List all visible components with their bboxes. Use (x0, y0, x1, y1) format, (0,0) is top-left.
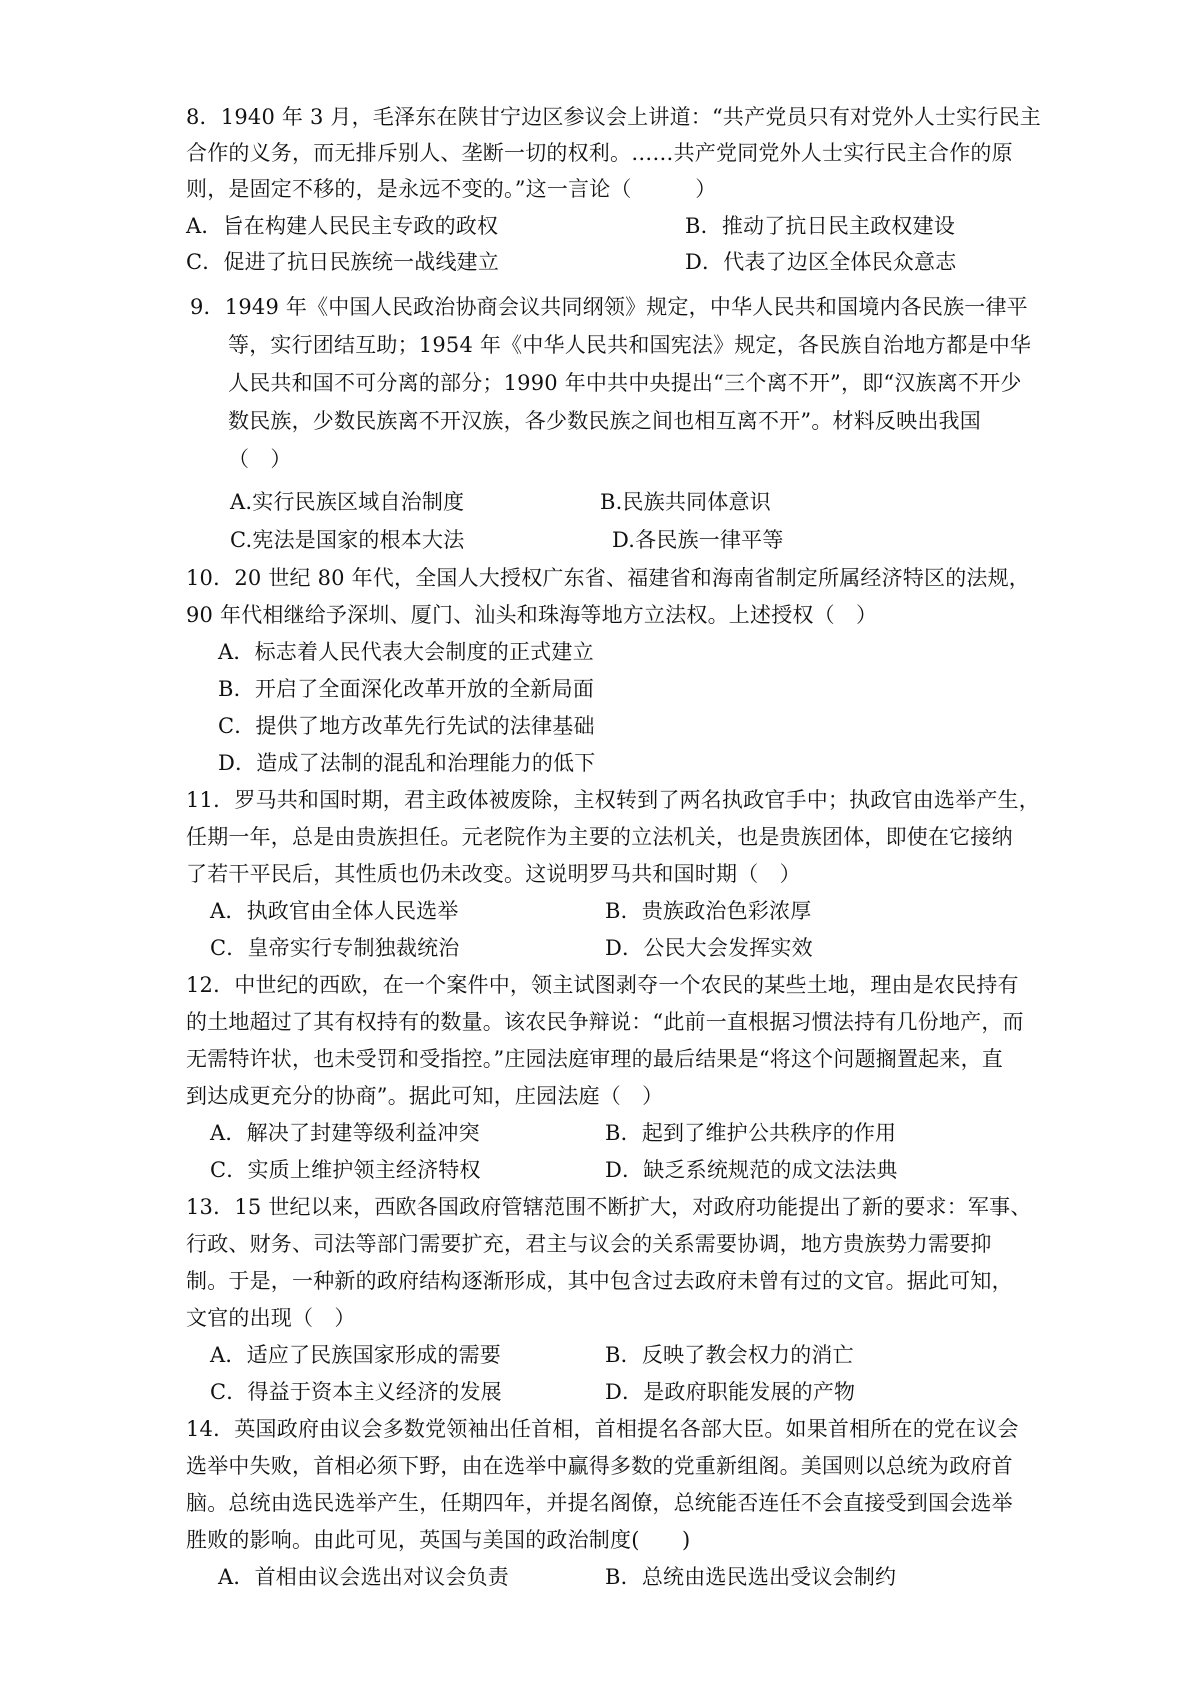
q14-stem-line-1: 14．英国政府由议会多数党领袖出任首相，首相提名各部大臣。如果首相所在的党在议会 (186, 1417, 1019, 1441)
q8-stem-line-1: 8．1940 年 3 月，毛泽东在陕甘宁边区参议会上讲道：“共产党员只有对党外人士实行民主 (186, 105, 1041, 129)
q13-option-c: C．得益于资本主义经济的发展 (210, 1380, 502, 1404)
q8-stem-line-2: 合作的义务，而无排斥别人、垄断一切的权利。……共产党同党外人士实行民主合作的原 (186, 141, 1013, 165)
q10-option-b: B．开启了全面深化改革开放的全新局面 (218, 677, 595, 701)
q10-stem-line-2: 90 年代相继给予深圳、厦门、汕头和珠海等地方立法权。上述授权（ ） (186, 603, 878, 627)
q13-option-b: B．反映了教会权力的消亡 (605, 1343, 854, 1367)
q11-option-a: A．执政官由全体人民选举 (210, 899, 459, 923)
q9-stem-line-3: 人民共和国不可分离的部分；1990 年中共中央提出“三个离不开”，即“汉族离不开少 (228, 371, 1022, 395)
q8-stem-line-3: 则，是固定不移的，是永远不变的。”这一言论（ ） (186, 177, 717, 201)
q14-option-a: A．首相由议会选出对议会负责 (218, 1565, 509, 1589)
q9-stem-line-1: 9．1949 年《中国人民政治协商会议共同纲领》规定，中华人民共和国境内各民族一律平 (190, 295, 1028, 319)
q11-stem-line-3: 了若干平民后，其性质也仍未改变。这说明罗马共和国时期（ ） (186, 862, 801, 886)
q8-option-b: B．推动了抗日民主政权建设 (685, 214, 956, 238)
q13-stem-line-2: 行政、财务、司法等部门需要扩充，君主与议会的关系需要协调，地方贵族势力需要抑 (186, 1232, 992, 1256)
q14-option-b: B．总统由选民选出受议会制约 (605, 1565, 897, 1589)
q12-stem-line-1: 12．中世纪的西欧，在一个案件中，领主试图剥夺一个农民的某些土地，理由是农民持有 (186, 973, 1019, 997)
q9-option-b: B.民族共同体意识 (600, 490, 771, 514)
q12-option-b: B．起到了维护公共秩序的作用 (605, 1121, 897, 1145)
q11-option-d: D．公民大会发挥实效 (605, 936, 813, 960)
q13-option-a: A．适应了民族国家形成的需要 (210, 1343, 501, 1367)
q11-stem-line-1: 11．罗马共和国时期，君主政体被废除，主权转到了两名执政官手中；执政官由选举产生， (186, 788, 1040, 812)
q9-option-d: D.各民族一律平等 (612, 528, 784, 552)
q9-option-c: C.宪法是国家的根本大法 (230, 528, 465, 552)
q8-option-c: C．促进了抗日民族统一战线建立 (186, 250, 500, 274)
q10-option-c: C．提供了地方改革先行先试的法律基础 (218, 714, 595, 738)
q9-stem-line-2: 等，实行团结互助；1954 年《中华人民共和国宪法》规定，各民族自治地方都是中华 (228, 333, 1032, 357)
q12-stem-line-2: 的土地超过了其有权持有的数量。该农民争辩说：“此前一直根据习惯法持有几份地产，而 (186, 1010, 1024, 1034)
q11-option-b: B．贵族政治色彩浓厚 (605, 899, 812, 923)
q13-stem-line-3: 制。于是，一种新的政府结构逐渐形成，其中包含过去政府未曾有过的文官。据此可知， (186, 1269, 1013, 1293)
q11-option-c: C．皇帝实行专制独裁统治 (210, 936, 460, 960)
q14-stem-line-4: 胜败的影响。由此可见，英国与美国的政治制度( ) (186, 1528, 691, 1552)
q9-stem-line-5: （ ） (228, 447, 292, 471)
q10-option-d: D．造成了法制的混乱和治理能力的低下 (218, 751, 596, 775)
q9-stem-line-4: 数民族，少数民族离不开汉族，各少数民族之间也相互离不开”。材料反映出我国 (228, 409, 981, 433)
q13-option-d: D．是政府职能发展的产物 (605, 1380, 856, 1404)
q12-option-c: C．实质上维护领主经济特权 (210, 1158, 481, 1182)
q8-option-a: A．旨在构建人民民主专政的政权 (186, 214, 499, 238)
q10-option-a: A．标志着人民代表大会制度的正式建立 (218, 640, 594, 664)
q12-option-a: A．解决了封建等级利益冲突 (210, 1121, 480, 1145)
q12-option-d: D．缺乏系统规范的成文法法典 (605, 1158, 898, 1182)
q13-stem-line-1: 13．15 世纪以来，西欧各国政府管辖范围不断扩大，对政府功能提出了新的要求：军事、 (186, 1195, 1032, 1219)
q14-stem-line-2: 选举中失败，首相必须下野，由在选举中赢得多数的党重新组阁。美国则以总统为政府首 (186, 1454, 1013, 1478)
q12-stem-line-3: 无需特许状，也未受罚和受指控。”庄园法庭审理的最后结果是“将这个问题搁置起来，直 (186, 1047, 1003, 1071)
q11-stem-line-2: 任期一年，总是由贵族担任。元老院作为主要的立法机关，也是贵族团体，即使在它接纳 (186, 825, 1013, 849)
q12-stem-line-4: 到达成更充分的协商”。据此可知，庄园法庭（ ） (186, 1084, 664, 1108)
q13-stem-line-4: 文官的出现（ ） (186, 1306, 356, 1330)
q9-option-a: A.实行民族区域自治制度 (230, 490, 465, 514)
q8-option-d: D．代表了边区全体民众意志 (685, 250, 957, 274)
q10-stem-line-1: 10．20 世纪 80 年代，全国人大授权广东省、福建省和海南省制定所属经济特区的法规， (186, 566, 1030, 590)
q14-stem-line-3: 脑。总统由选民选举产生，任期四年，并提名阁僚，总统能否连任不会直接受到国会选举 (186, 1491, 1013, 1515)
